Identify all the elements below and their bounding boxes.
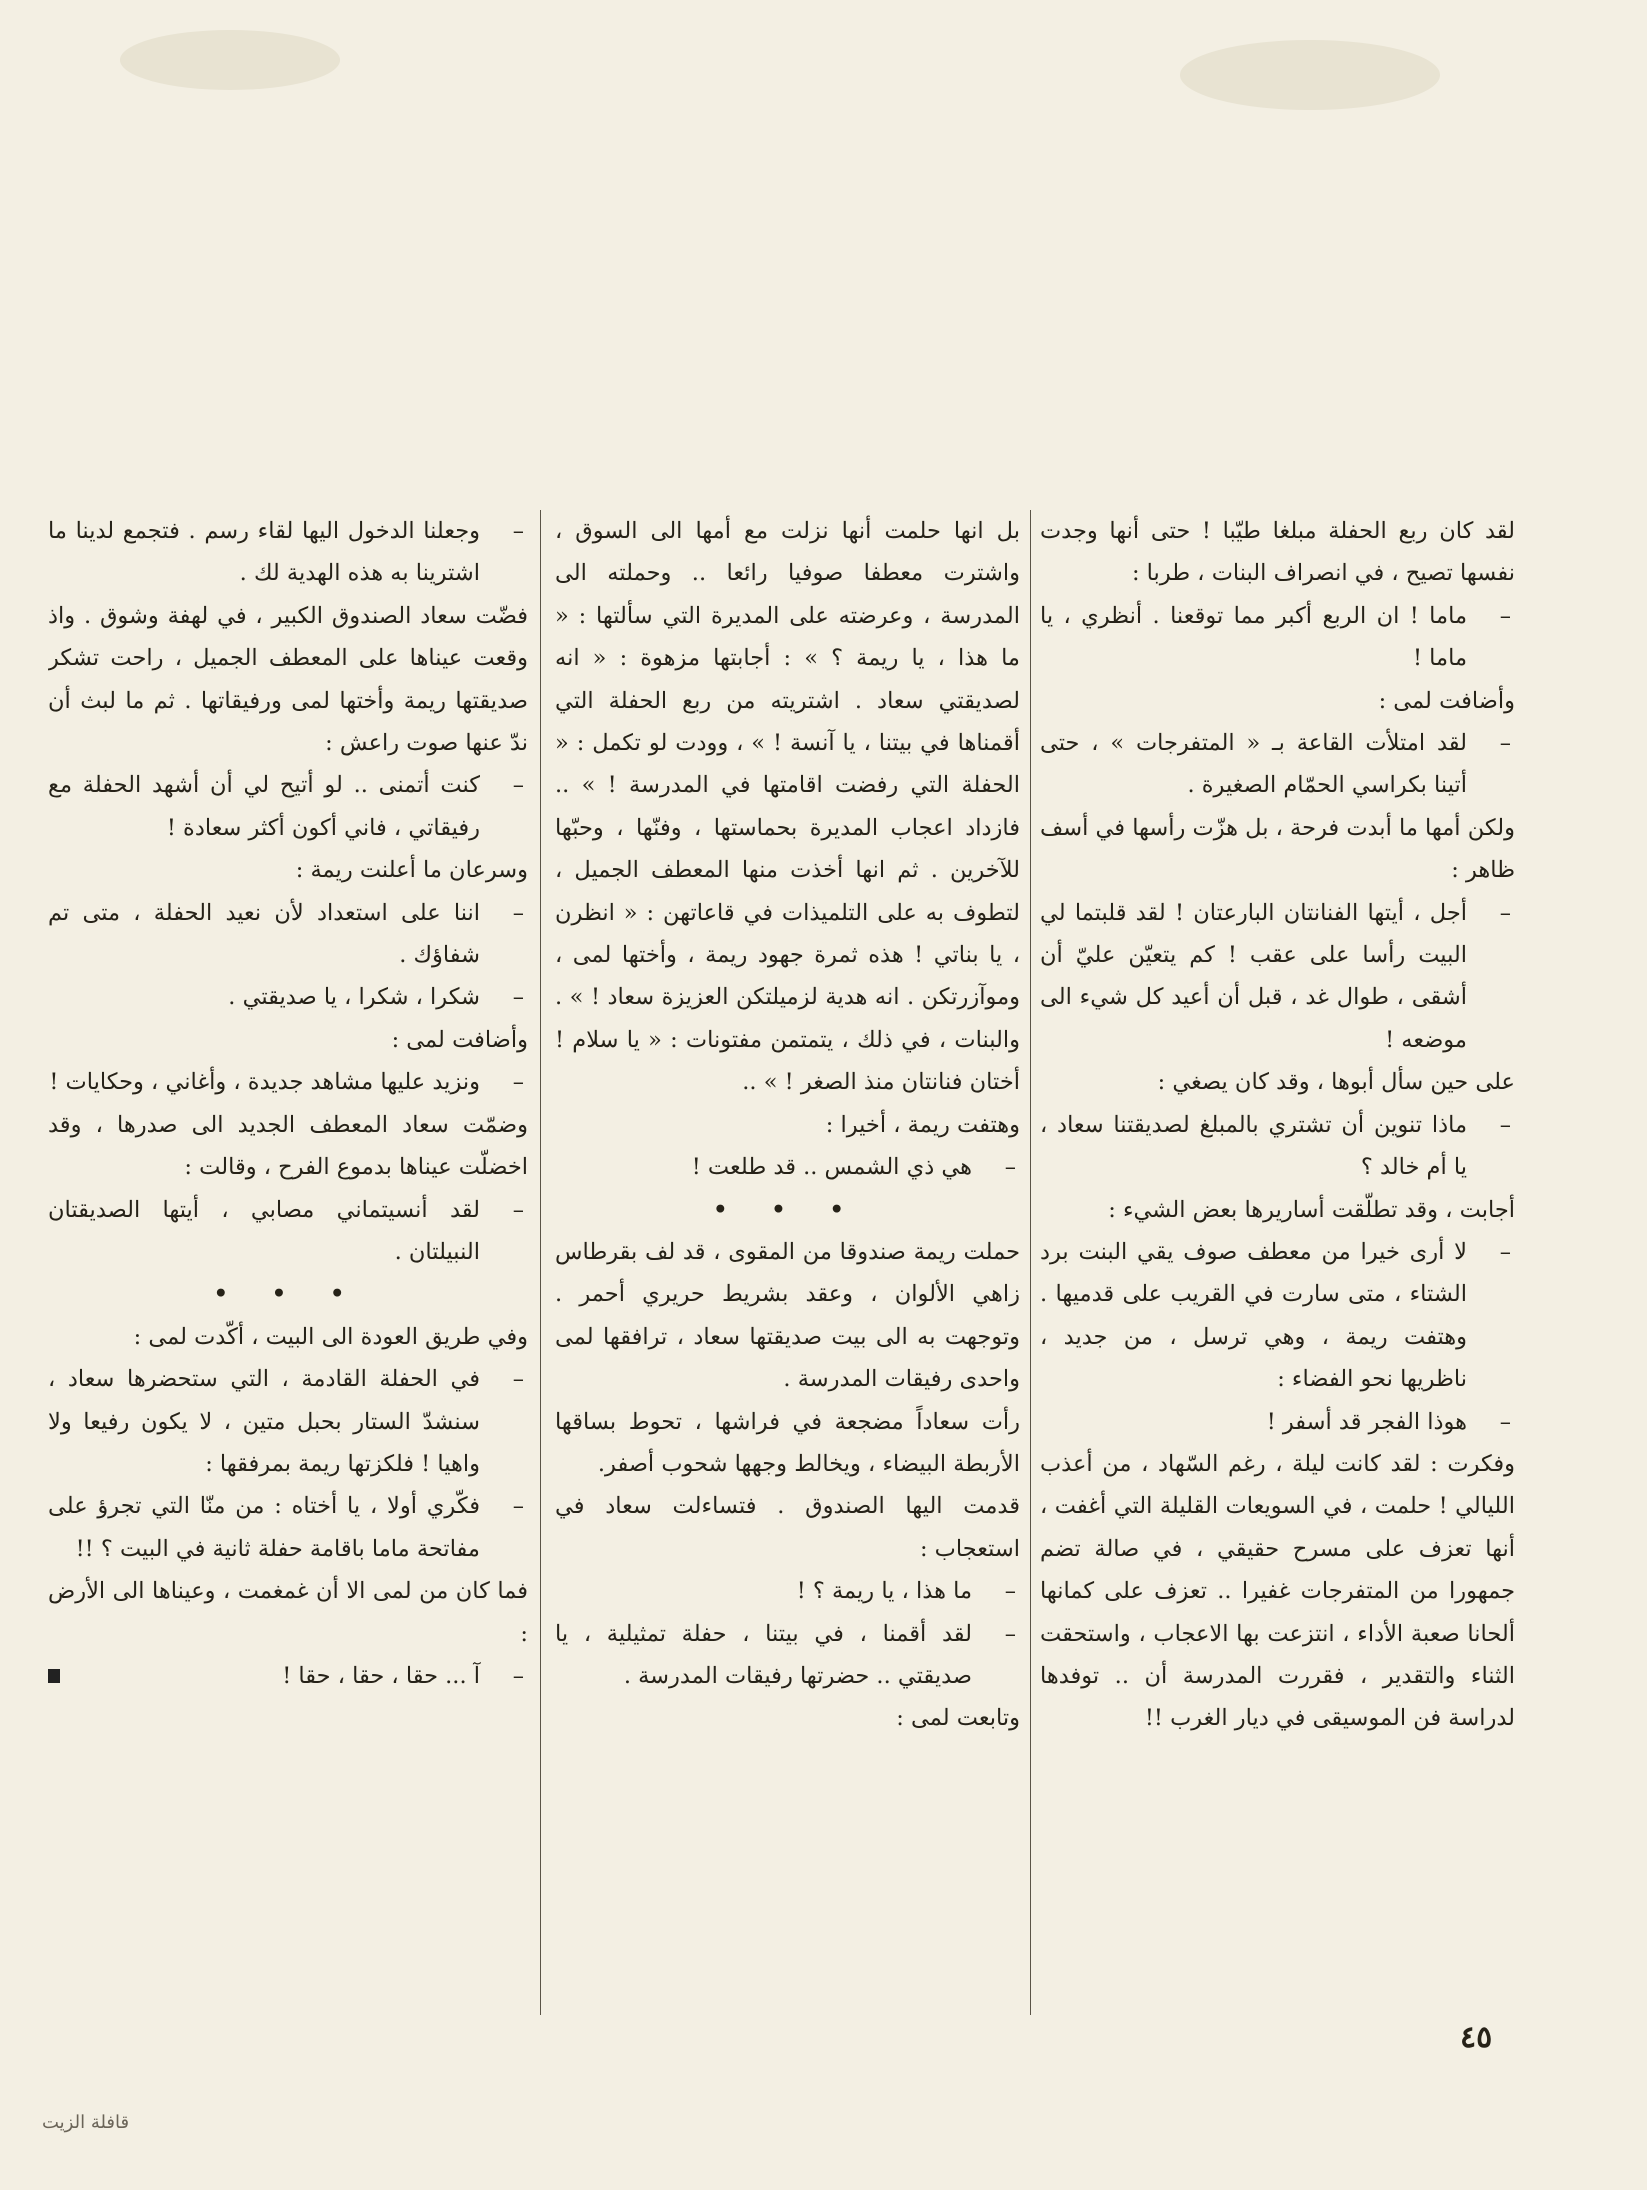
- paper-stain: [120, 30, 340, 90]
- paragraph: فضّت سعاد الصندوق الكبير ، في لهفة وشوق . واذ وقعت عيناها على المعطف الجميل ، راحت تشكر صديقتها ريمة وأختها لمى ورفيقاتها . ثم ما لبث أن ندّ عنها صوت راعش :: [48, 602, 528, 757]
- paragraph: وأضافت لمى :: [391, 1026, 528, 1053]
- paragraph: فما كان من لمى الا أن غمغمت ، وعيناها الى الأرض :: [48, 1578, 528, 1647]
- section-separator: • • •: [713, 1196, 862, 1223]
- dialogue-line: – ماما ! ان الربع أكبر مما توقعنا . أنظري ، يا ماما !: [1040, 595, 1515, 680]
- dialogue-line: – ونزيد عليها مشاهد جديدة ، وأغاني ، وحكايات !: [48, 1061, 528, 1103]
- paragraph: أجابت ، وقد تطلّقت أساريرها بعض الشيء :: [1108, 1196, 1515, 1223]
- paragraph: وهتفت ريمة ، أخيرا :: [825, 1111, 1020, 1138]
- paragraph: وفكرت : لقد كانت ليلة ، رغم السّهاد ، من أعذب الليالي ! حلمت ، في السويعات القليلة التي أغفت ، أنها تعزف على مسرح حقيقي ، في صالة تضم جمهورا من المتفرجات غفيرا .. تعزف على كمانها ألحانا صعبة الأداء ، انتزعت بها الاعجاب ، واستحقت الثناء والتقدير ، فقررت المدرسة أن .. توفدها لدراسة فن الموسيقى في ديار الغرب !!: [1040, 1450, 1515, 1732]
- dialogue-line: – هي ذي الشمس .. قد طلعت !: [555, 1146, 1020, 1188]
- paragraph: حملت ريمة صندوقا من المقوى ، قد لف بقرطاس زاهي الألوان ، وعقد بشريط حريري أحمر . وتوجهت به الى بيت صديقتها سعاد ، ترافقها لمى واحدى رفيقات المدرسة .: [555, 1238, 1020, 1393]
- paragraph: على حين سأل أبوها ، وقد كان يصغي :: [1157, 1069, 1515, 1096]
- magazine-name-footer: قافلة الزيت: [42, 2112, 130, 2133]
- paragraph: قدمت اليها الصندوق . فتساءلت سعاد في استعجاب :: [555, 1493, 1020, 1562]
- text-column-right: [1040, 510, 1515, 2015]
- paragraph: وسرعان ما أعلنت ريمة :: [295, 857, 528, 884]
- dialogue-line: – لقد أنسيتماني مصابي ، أيتها الصديقتان النبيلتان .: [48, 1189, 528, 1274]
- column-rule: [1030, 510, 1031, 2015]
- paper-stain: [1180, 40, 1440, 110]
- dialogue-line: – لقد أقمنا ، في بيتنا ، حفلة تمثيلية ، يا صديقتي .. حضرتها رفيقات المدرسة .: [555, 1613, 1020, 1698]
- text-column-left: [48, 510, 528, 2015]
- paragraph: بل انها حلمت أنها نزلت مع أمها الى السوق ، واشترت معطفا صوفيا رائعا .. وحملته الى المدرسة ، وعرضته على المديرة التي سألتها : « ما هذا ، يا ريمة ؟ » : أجابتها مزهوة : « انه لصديقتي سعاد . اشتريته من ربع الحفلة التي أقمناها في بيتنا ، يا آنسة ! » ، وودت لو تكمل : « الحفلة التي رفضت اقامتها في المدرسة ! » .. فازداد اعجاب المديرة بحماستها ، وفنّها ، وحبّها للآخرين . ثم انها أخذت منها المعطف الجميل ، لتطوف به على التلميذات في قاعاتهن : « انظرن ، يا بناتي ! هذه ثمرة جهود ريمة ، وأختها لمى ، وموآزرتكن . انه هدية لزميلتكن العزيزة سعاد ! » . والبنات ، في ذلك ، يتمتمن مفتونات : « يا سلام ! أختان فنانتان منذ الصغر ! » ..: [555, 518, 1020, 1096]
- dialogue-line: – شكرا ، شكرا ، يا صديقتي .: [48, 976, 528, 1018]
- paragraph: وفي طريق العودة الى البيت ، أكّدت لمى :: [133, 1323, 528, 1350]
- page-number: ٤٥: [1460, 2020, 1493, 2055]
- dialogue-line: – لقد امتلأت القاعة بـ « المتفرجات » ، حتى أتينا بكراسي الحمّام الصغيرة .: [1040, 722, 1515, 807]
- dialogue-line: – كنت أتمنى .. لو أتيح لي أن أشهد الحفلة مع رفيقاتي ، فاني أكون أكثر سعادة !: [48, 764, 528, 849]
- paragraph: وضمّت سعاد المعطف الجديد الى صدرها ، وقد اخضلّت عيناها بدموع الفرح ، وقالت :: [48, 1111, 528, 1181]
- dialogue-line: – في الحفلة القادمة ، التي ستحضرها سعاد ، سنشدّ الستار بحبل متين ، لا يكون رفيعا ولا واهيا ! فلكزتها ريمة بمرفقها :: [48, 1358, 528, 1485]
- paragraph: رأت سعاداً مضجعة في فراشها ، تحوط بساقها الأربطة البيضاء ، ويخالط وجهها شحوب أصفر.: [555, 1408, 1020, 1477]
- dialogue-line: – ماذا تنوين أن تشتري بالمبلغ لصديقتنا سعاد ، يا أم خالد ؟: [1040, 1104, 1515, 1189]
- dialogue-line: – هوذا الفجر قد أسفر !: [1040, 1401, 1515, 1443]
- dialogue-line: – آ ... حقا ، حقا ، حقا !: [48, 1655, 528, 1697]
- dialogue-line: – لا أرى خيرا من معطف صوف يقي البنت برد الشتاء ، متى سارت في القريب على قدميها . وهتفت ريمة ، وهي ترسل ، من جديد ، ناظريها نحو الفضاء :: [1040, 1231, 1515, 1401]
- column-rule: [540, 510, 541, 2015]
- dialogue-line: – ما هذا ، يا ريمة ؟ !: [555, 1570, 1020, 1612]
- dialogue-line: – اننا على استعداد لأن نعيد الحفلة ، متى تم شفاؤك .: [48, 892, 528, 977]
- paragraph: لقد كان ربع الحفلة مبلغا طيّبا ! حتى أنها وجدت نفسها تصيح ، في انصراف البنات ، طربا :: [1040, 518, 1515, 587]
- section-separator: • • •: [213, 1281, 363, 1308]
- paragraph: وتابعت لمى :: [896, 1705, 1020, 1732]
- dialogue-line: – أجل ، أيتها الفنانتان البارعتان ! لقد قلبتما لي البيت رأسا على عقب ! كم يتعيّن عليّ أن أشقى ، طوال غد ، قبل أن أعيد كل شيء الى موضعه !: [1040, 892, 1515, 1062]
- paragraph: وأضافت لمى :: [1378, 687, 1515, 714]
- dialogue-line: – فكّري أولا ، يا أختاه : من منّا التي تجرؤ على مفاتحة ماما باقامة حفلة ثانية في البيت ؟ !!: [48, 1485, 528, 1570]
- dialogue-line: – وجعلنا الدخول اليها لقاء رسم . فتجمع لدينا ما اشترينا به هذه الهدية لك .: [48, 510, 528, 595]
- end-of-article-mark: [48, 1669, 60, 1683]
- text-column-middle: [555, 510, 1020, 2015]
- paragraph: ولكن أمها ما أبدت فرحة ، بل هزّت رأسها في أسف ظاهر :: [1040, 814, 1515, 884]
